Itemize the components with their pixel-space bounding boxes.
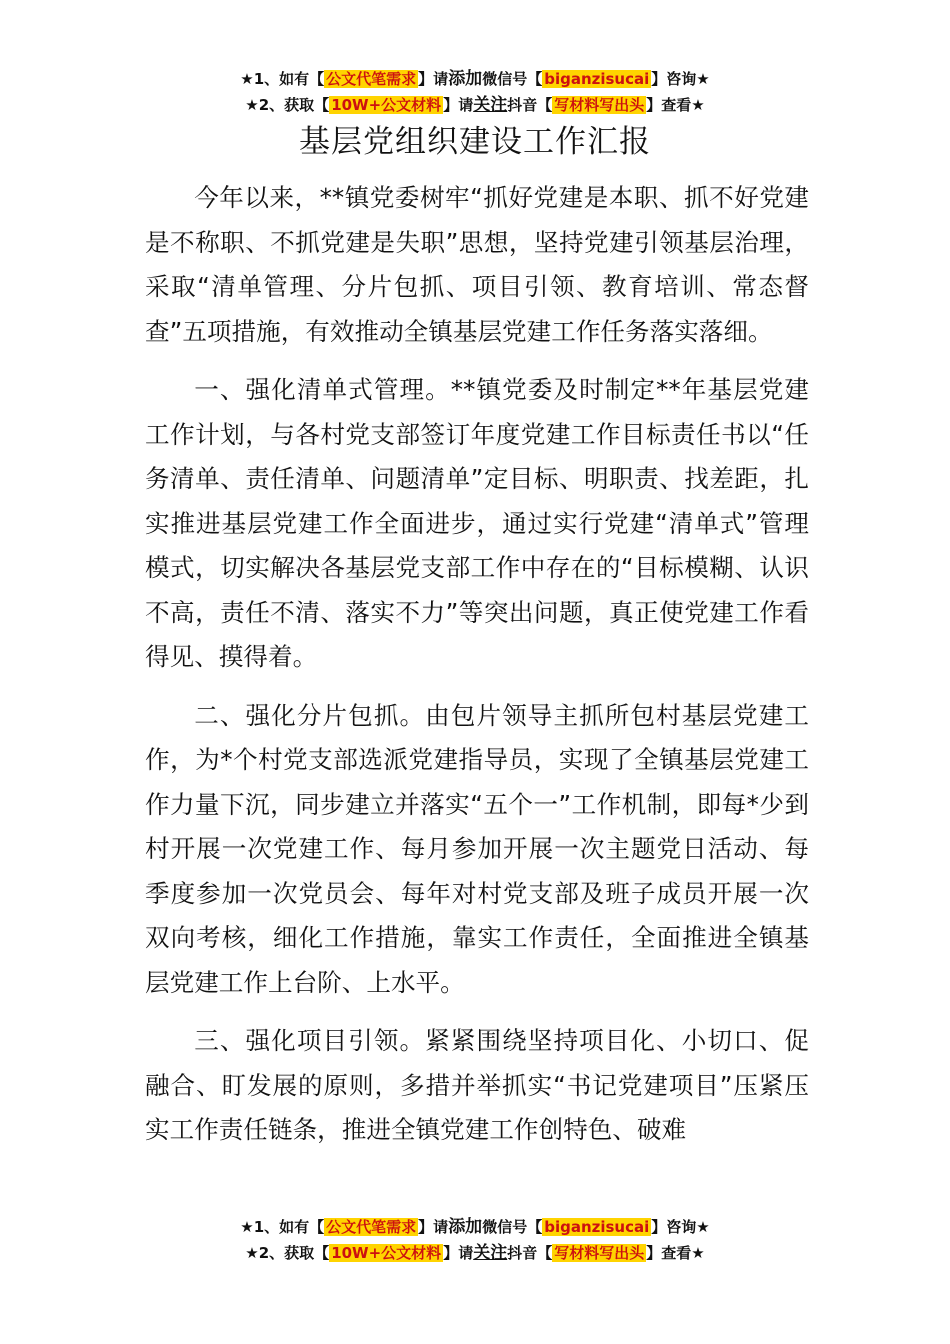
paragraph-section-2: 二、强化分片包抓。由包片领导主抓所包村基层党建工作，为*个村党支部选派党建指导员，实现了全镇基层党建工作力量下沉，同步建立并落实“五个一”工作机制，即每*少到村开展一次党建工作、每月参加开展一次主题党日活动、每季度参加一次党员会、每年对村党支部及班子成员开展一次双向考核，细化工作措施，靠实工作责任，全面推进全镇基层党建工作上台阶、上水平。 — [145, 700, 809, 997]
promo-line-2: ★2、获取【 10W+公文材料 】请关注抖音【 写材料写出头 】查看★ — [245, 1243, 705, 1263]
promo-highlight-materials: 10W+公文材料 — [331, 96, 442, 114]
promo-highlight-douyin: 写材料写出头 — [554, 96, 645, 114]
top-promo-banner — [0, 66, 950, 118]
bottom-promo-banner — [0, 1214, 950, 1266]
promo-highlight-service: 公文代笔需求 — [326, 70, 417, 88]
paragraph-section-1: 一、强化清单式管理。**镇党委及时制定**年基层党建工作计划，与各村党支部签订年度党建工作目标责任书以“任务清单、责任清单、问题清单”定目标、明职责、找差距，扎实推进基层党建工作全面进步，通过实行党建“清单式”管理模式，切实解决各基层党支部工作中存在的“目标模糊、认识不高，责任不清、落实不力”等突出问题，真正使党建工作看得见、摸得着。 — [145, 375, 809, 671]
promo-highlight-wechat-id: biganzisucai — [544, 1218, 650, 1236]
promo-highlight-douyin: 写材料写出头 — [554, 1244, 645, 1262]
document-body — [145, 176, 809, 1153]
promo-line-1: ★1、如有【 公文代笔需求 】请添加微信号【 biganzisucai 】咨询★ — [240, 69, 710, 89]
document-title: 基层党组织建设工作汇报 — [299, 124, 651, 160]
promo-highlight-service: 公文代笔需求 — [326, 1218, 417, 1236]
promo-highlight-wechat-id: biganzisucai — [544, 70, 650, 88]
promo-line-1: ★1、如有【 公文代笔需求 】请添加微信号【 biganzisucai 】咨询★ — [240, 1217, 710, 1237]
paragraph-section-3: 三、强化项目引领。紧紧围绕坚持项目化、小切口、促融合、盯发展的原则，多措并举抓实“书记党建项目”压紧压实工作责任链条，推进全镇党建工作创特色、破难 — [145, 1026, 809, 1144]
paragraph-intro: 今年以来，**镇党委树牢“抓好党建是本职、抓不好党建是不称职、不抓党建是失职”思想，坚持党建引领基层治理，采取“清单管理、分片包抓、项目引领、教育培训、常态督查”五项措施，有效推动全镇基层党建工作任务落实落细。 — [145, 183, 809, 346]
promo-line-2: ★2、获取【 10W+公文材料 】请关注抖音【 写材料写出头 】查看★ — [245, 95, 705, 115]
promo-highlight-materials: 10W+公文材料 — [331, 1244, 442, 1262]
